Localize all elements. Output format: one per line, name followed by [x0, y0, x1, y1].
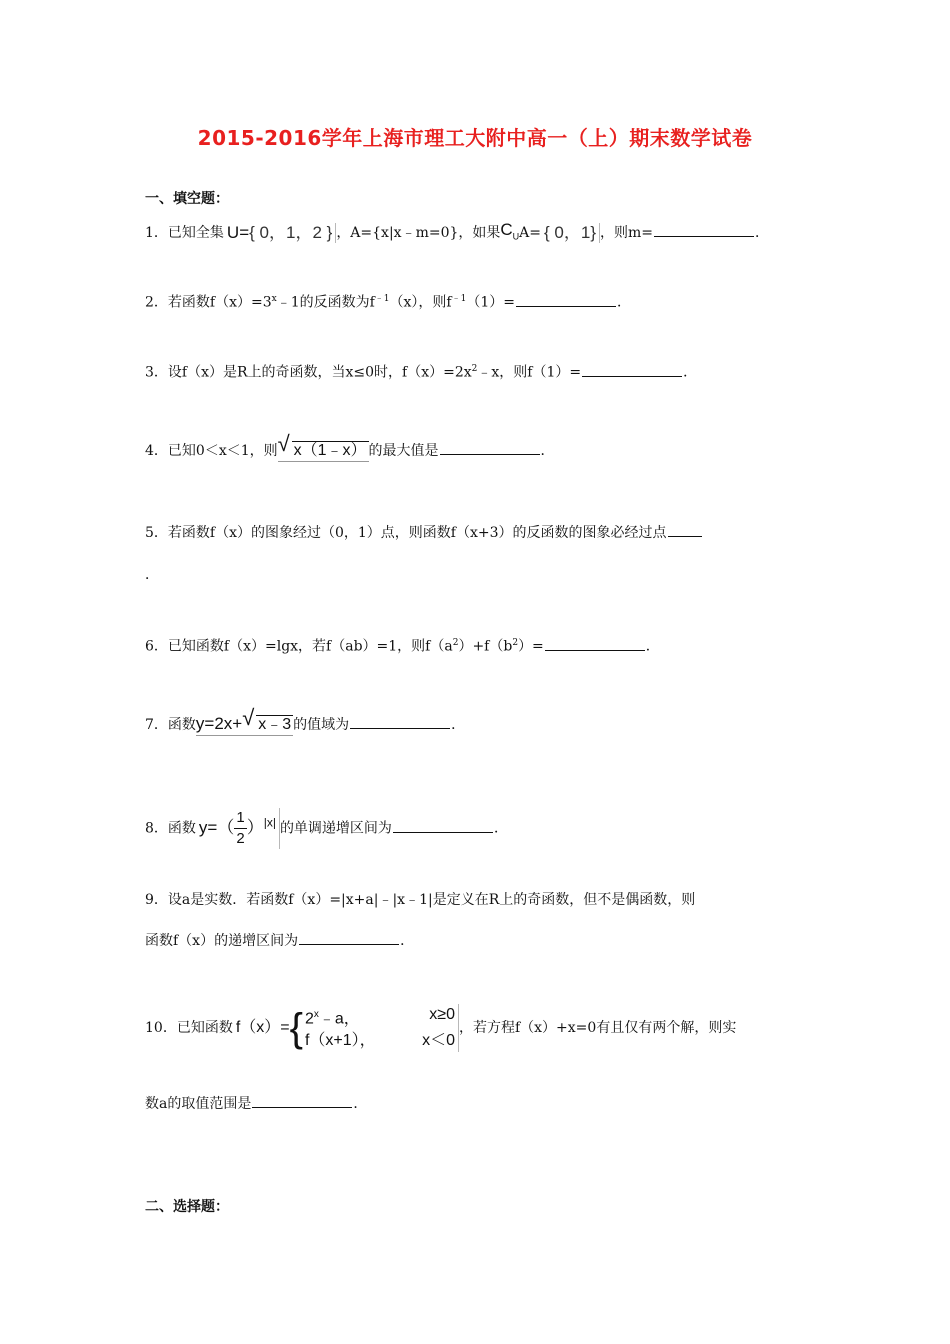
q3-answer-blank[interactable] — [582, 362, 682, 377]
q5-text: 5．若函数f（x）的图象经过（0，1）点，则函数f（x+3）的反函数的图象必经过点 — [145, 525, 667, 541]
q5-answer-blank[interactable] — [668, 522, 702, 537]
q2-sup-inverse2: ﹣1 — [451, 294, 467, 304]
q4-radicand: x（1﹣x） — [293, 442, 367, 459]
q6-answer-blank[interactable] — [545, 636, 645, 651]
section-fill-in: 一、填空题： — [145, 191, 229, 207]
q6-end: ． — [645, 638, 660, 655]
section-multiple-choice: 二、选择题： — [145, 1199, 229, 1215]
q6-prefix: 6．已知函数f（x）=lgx，若f（ab）=1，则f（a — [145, 638, 453, 655]
q4-suffix: 的最大值是 — [368, 443, 439, 459]
q6-sup-b: 2 — [512, 638, 519, 648]
q8-numerator: 1 — [234, 808, 246, 829]
q8-answer-blank[interactable] — [393, 818, 493, 833]
question-3 — [145, 359, 697, 383]
q10-row1-sup: x — [313, 1008, 319, 1020]
q1-prefix: 1．已知全集 — [145, 225, 224, 242]
q6-suffix: ）= — [518, 638, 544, 655]
q1-complement-image — [500, 220, 519, 246]
q7-expr-left: y=2x+ — [195, 714, 243, 733]
q8-suffix: 的单调递增区间为 — [279, 820, 392, 837]
q8-y: y=（ — [198, 817, 235, 837]
q4-radical-sign: √ — [277, 431, 290, 456]
q10-row2-cond: x＜0 — [422, 1032, 455, 1050]
q10-suffix: ，若方程f（x）+x=0有且仅有两个解，则实 — [458, 1020, 737, 1036]
q9-line2-text: 函数f（x）的递增区间为 — [145, 933, 299, 949]
q7-radical-sign: √ — [242, 705, 255, 730]
q10-prefix: 10．已知函数 — [145, 1020, 233, 1036]
q1-complement-set-image — [541, 223, 600, 243]
q2-suffix: （1）= — [466, 294, 515, 311]
q2-end: ． — [616, 294, 631, 311]
q10-piecewise-image — [233, 1004, 459, 1052]
q2-middle: ﹣1的反函数为f — [276, 294, 375, 311]
question-7 — [145, 705, 466, 736]
q10-line2-text: 数a的取值范围是 — [145, 1096, 252, 1112]
question-9-line-2 — [145, 930, 414, 951]
q7-prefix: 7．函数 — [145, 717, 196, 733]
q2-middle2: （x），则f — [389, 294, 452, 311]
q10-end: ． — [353, 1096, 368, 1112]
q8-close: ） — [246, 817, 264, 837]
q1-suffix: ，则m= — [600, 225, 654, 242]
page-title: 2015-2016学年上海市理工大附中高一（上）期末数学试卷 — [197, 126, 753, 150]
q8-end: ． — [493, 820, 508, 837]
q10-row1-base: 2 — [304, 1010, 314, 1028]
q10-row1-rest: ﹣a， — [318, 1010, 360, 1028]
q9-answer-blank[interactable] — [299, 930, 399, 945]
q10-fx: f（x）= — [235, 1018, 290, 1036]
q6-sup-a: 2 — [452, 638, 459, 648]
question-2 — [145, 289, 631, 313]
question-5 — [145, 522, 703, 543]
q4-formula-image — [277, 431, 369, 462]
q1-u-label: U= — [226, 223, 250, 243]
q4-answer-blank[interactable] — [440, 440, 540, 455]
q1-answer-blank[interactable] — [654, 222, 754, 237]
q1-end: ． — [755, 225, 770, 242]
question-1 — [145, 220, 769, 246]
q1-universal-set-image — [224, 223, 336, 243]
q2-answer-blank[interactable] — [516, 292, 616, 307]
q10-brace: { — [289, 1005, 303, 1050]
question-8 — [145, 808, 508, 849]
q3-end: ． — [683, 364, 698, 381]
q1-complement-c: C — [500, 220, 513, 239]
q7-suffix: 的值域为 — [293, 717, 350, 733]
q8-formula-image — [196, 808, 280, 849]
q6-middle: ）+f（b — [458, 638, 513, 655]
q8-denominator: 2 — [236, 830, 245, 847]
q7-formula-image — [195, 705, 293, 736]
q3-suffix: ﹣x，则f（1）= — [477, 364, 582, 381]
q2-prefix: 2．若函数f（x）=3 — [145, 294, 272, 311]
q10-answer-blank[interactable] — [252, 1093, 352, 1108]
q3-prefix: 3．设f（x）是R上的奇函数，当x≤0时，f（x）=2x — [145, 364, 472, 381]
q7-end: ． — [451, 717, 466, 733]
q10-row1-cond: x≥0 — [429, 1005, 455, 1023]
q7-radicand: x﹣3 — [258, 716, 292, 733]
q2-sup-inverse: ﹣1 — [374, 294, 390, 304]
q1-middle: ，A={x|x﹣m=0}，如果 — [336, 225, 501, 242]
question-9-line-1: 9．设a是实数．若函数f（x）=|x+a|﹣|x﹣1|是定义在R上的奇函数，但不是偶函数，则 — [145, 892, 696, 908]
question-10-line-1 — [145, 1000, 736, 1056]
q8-exponent: |x| — [263, 815, 276, 830]
q2-sup-x: x — [271, 294, 277, 304]
question-6 — [145, 633, 660, 657]
q9-end: ． — [400, 933, 415, 949]
q8-prefix: 8．函数 — [145, 820, 196, 837]
q1-c-set: { 0，1} — [544, 223, 597, 243]
q4-prefix: 4．已知0＜x＜1，则 — [145, 443, 278, 459]
q1-u-set: { 0，1，2 } — [249, 223, 333, 243]
q7-answer-blank[interactable] — [350, 714, 450, 729]
question-10-line-2 — [145, 1093, 367, 1114]
q4-end: ． — [540, 443, 555, 459]
q1-complement-sub: U — [512, 231, 520, 242]
question-4 — [145, 431, 555, 462]
q3-sup: 2 — [471, 364, 478, 374]
q5-end: ． — [145, 567, 159, 583]
q1-complement-a: A= — [519, 225, 542, 242]
q10-row2-expr: f（x+1）， — [304, 1032, 376, 1050]
